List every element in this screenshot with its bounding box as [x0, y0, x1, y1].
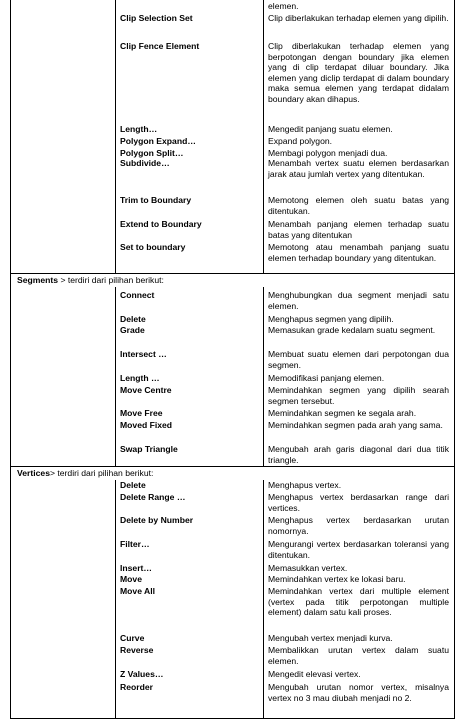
- command-description: elemen.: [268, 1, 299, 11]
- command-name: Delete by Number: [120, 515, 194, 525]
- command-description: Mengedit elevasi vertex.: [268, 669, 361, 679]
- command-name: Moved Fixed: [120, 420, 173, 430]
- command-description: Clip diberlakukan terhadap elemen yang berpotongan dengan boundary jika elemen yang di clip terdapat diluar boundary. Jika elemen yang diclip terdapat di dalam boundary maka semua elemen yang terdapat didalam boundary akan dihapus.: [268, 41, 449, 104]
- command-description: Memasukkan vertex.: [268, 563, 348, 573]
- command-name: Delete: [120, 480, 146, 490]
- command-description: Menambah vertex suatu elemen berdasarkan jarak atau jumlah vertex yang ditentukan.: [268, 158, 449, 179]
- command-description: Memindahkan vertex ke lokasi baru.: [268, 574, 406, 584]
- command-name: Polygon Expand…: [120, 136, 196, 146]
- section-title: Vertices: [17, 468, 50, 478]
- command-description: Memindahkan segmen yang dipilih searah segmen tersebut.: [268, 385, 449, 406]
- column-divider-right: [263, 0, 264, 273]
- command-name: Clip Selection Set: [120, 13, 193, 23]
- command-description: Menghubungkan dua segment menjadi satu elemen.: [268, 290, 449, 311]
- command-name: Move: [120, 574, 142, 584]
- command-description: Memindahkan vertex dari multiple element (vertex pada titik perpotongan multiple element) dalam satu kali proses.: [268, 586, 449, 617]
- command-name: Intersect …: [120, 349, 167, 359]
- command-description: Membalikkan urutan vertex dalam suatu elemen.: [268, 645, 449, 666]
- command-name: Trim to Boundary: [120, 195, 192, 205]
- command-name: Move All: [120, 586, 156, 596]
- section-separator: [11, 273, 454, 274]
- command-name: Grade: [120, 325, 145, 335]
- command-name: Curve: [120, 633, 145, 643]
- command-description: Mengurangi vertex berdasarkan toleransi yang ditentukan.: [268, 539, 449, 560]
- command-name: Connect: [120, 290, 155, 300]
- command-description: Memindahkan segmen ke segala arah.: [268, 408, 417, 418]
- command-description: Mengubah urutan nomor vertex, misalnya vertex no 3 mau diubah menjadi no 2.: [268, 682, 449, 703]
- command-name: Delete: [120, 314, 146, 324]
- column-divider-left: [115, 480, 116, 719]
- command-name: Z Values…: [120, 669, 164, 679]
- command-name: Reverse: [120, 645, 154, 655]
- command-description: Menghapus vertex.: [268, 480, 342, 490]
- section-intro: > terdiri dari pilihan berikut:: [49, 468, 154, 478]
- command-name: Set to boundary: [120, 242, 186, 252]
- command-name: Reorder: [120, 682, 153, 692]
- command-description: Membagi polygon menjadi dua.: [268, 148, 388, 158]
- command-name: Extend to Boundary: [120, 219, 202, 229]
- command-description: Menghapus vertex berdasarkan range dari vertices.: [268, 492, 449, 513]
- column-divider-right: [263, 480, 264, 719]
- command-description: Menambah panjang elemen terhadap suatu batas yang ditentukan: [268, 219, 449, 240]
- command-name: Delete Range …: [120, 492, 186, 502]
- command-description: Memodifikasi panjang elemen.: [268, 373, 385, 383]
- command-description: Memindahkan segmen pada arah yang sama.: [268, 420, 443, 430]
- command-description: Memotong elemen oleh suatu batas yang ditentukan.: [268, 195, 449, 216]
- section-title: Segments: [17, 275, 59, 285]
- command-description: Mengedit panjang suatu elemen.: [268, 124, 393, 134]
- command-description: Membuat suatu elemen dari perpotongan dua segmen.: [268, 349, 449, 370]
- column-divider-right: [263, 287, 264, 466]
- document-table: [10, 0, 455, 719]
- command-name: Move Free: [120, 408, 163, 418]
- command-description: Mengubah vertex menjadi kurva.: [268, 633, 393, 643]
- section-intro: > terdiri dari pilihan berikut:: [58, 275, 164, 285]
- command-description: Memotong atau menambah panjang suatu elemen terhadap boundary yang ditentukan.: [268, 242, 449, 263]
- command-description: Mengubah arah garis diagonal dari dua titik triangle.: [268, 444, 449, 465]
- command-description: Expand polygon.: [268, 136, 333, 146]
- command-description: Menghapus vertex berdasarkan urutan nomornya.: [268, 515, 449, 536]
- command-name: Swap Triangle: [120, 444, 178, 454]
- command-name: Insert…: [120, 563, 152, 573]
- command-description: Menghapus segmen yang dipilih.: [268, 314, 394, 324]
- command-name: Clip Fence Element: [120, 41, 200, 51]
- column-divider-left: [115, 0, 116, 273]
- command-name: Move Centre: [120, 385, 172, 395]
- command-name: Subdivide…: [120, 158, 170, 168]
- section-separator: [11, 466, 454, 467]
- command-name: Length …: [120, 373, 160, 383]
- command-name: Polygon Split…: [120, 148, 184, 158]
- command-name: Length…: [120, 124, 158, 134]
- command-name: Filter…: [120, 539, 150, 549]
- command-description: Memasukan grade kedalam suatu segment.: [268, 325, 436, 335]
- command-description: Clip diberlakukan terhadap elemen yang dipilih.: [268, 13, 449, 23]
- column-divider-left: [115, 287, 116, 466]
